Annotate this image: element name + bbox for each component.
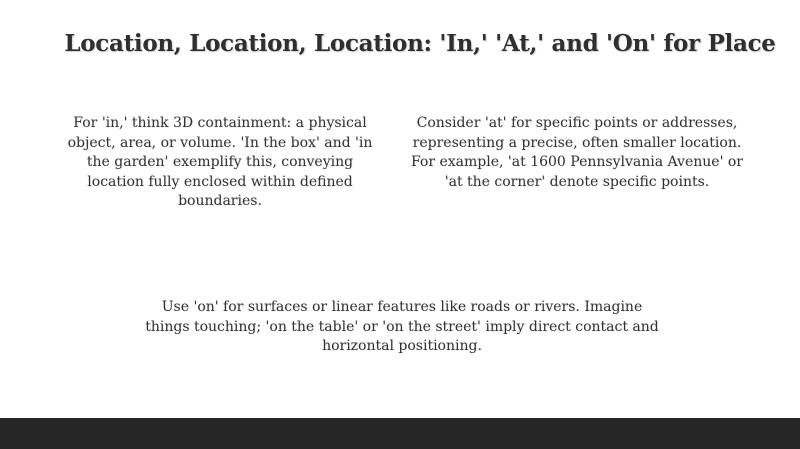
- slide-title: Location, Location, Location: 'In,' 'At,' and 'On' for Place: [64, 30, 776, 57]
- paragraph-in: For 'in,' think 3D containment: a physical object, area, or volume. 'In the box' and 'in the garden' exemplify this, conveying location fully enclosed within defined boundaries.: [67, 115, 373, 209]
- paragraph-at: Consider 'at' for specific points or addresses, representing a precise, often smaller location. For example, 'at 1600 Pennsylvania Avenue' or 'at the corner' denote specific points.: [410, 115, 743, 190]
- paragraph-on: Use 'on' for surfaces or linear features like roads or rivers. Imagine things touching; 'on the table' or 'on the street' imply direct contact and horizontal positioning.: [145, 299, 659, 354]
- footer-bar: [0, 418, 800, 449]
